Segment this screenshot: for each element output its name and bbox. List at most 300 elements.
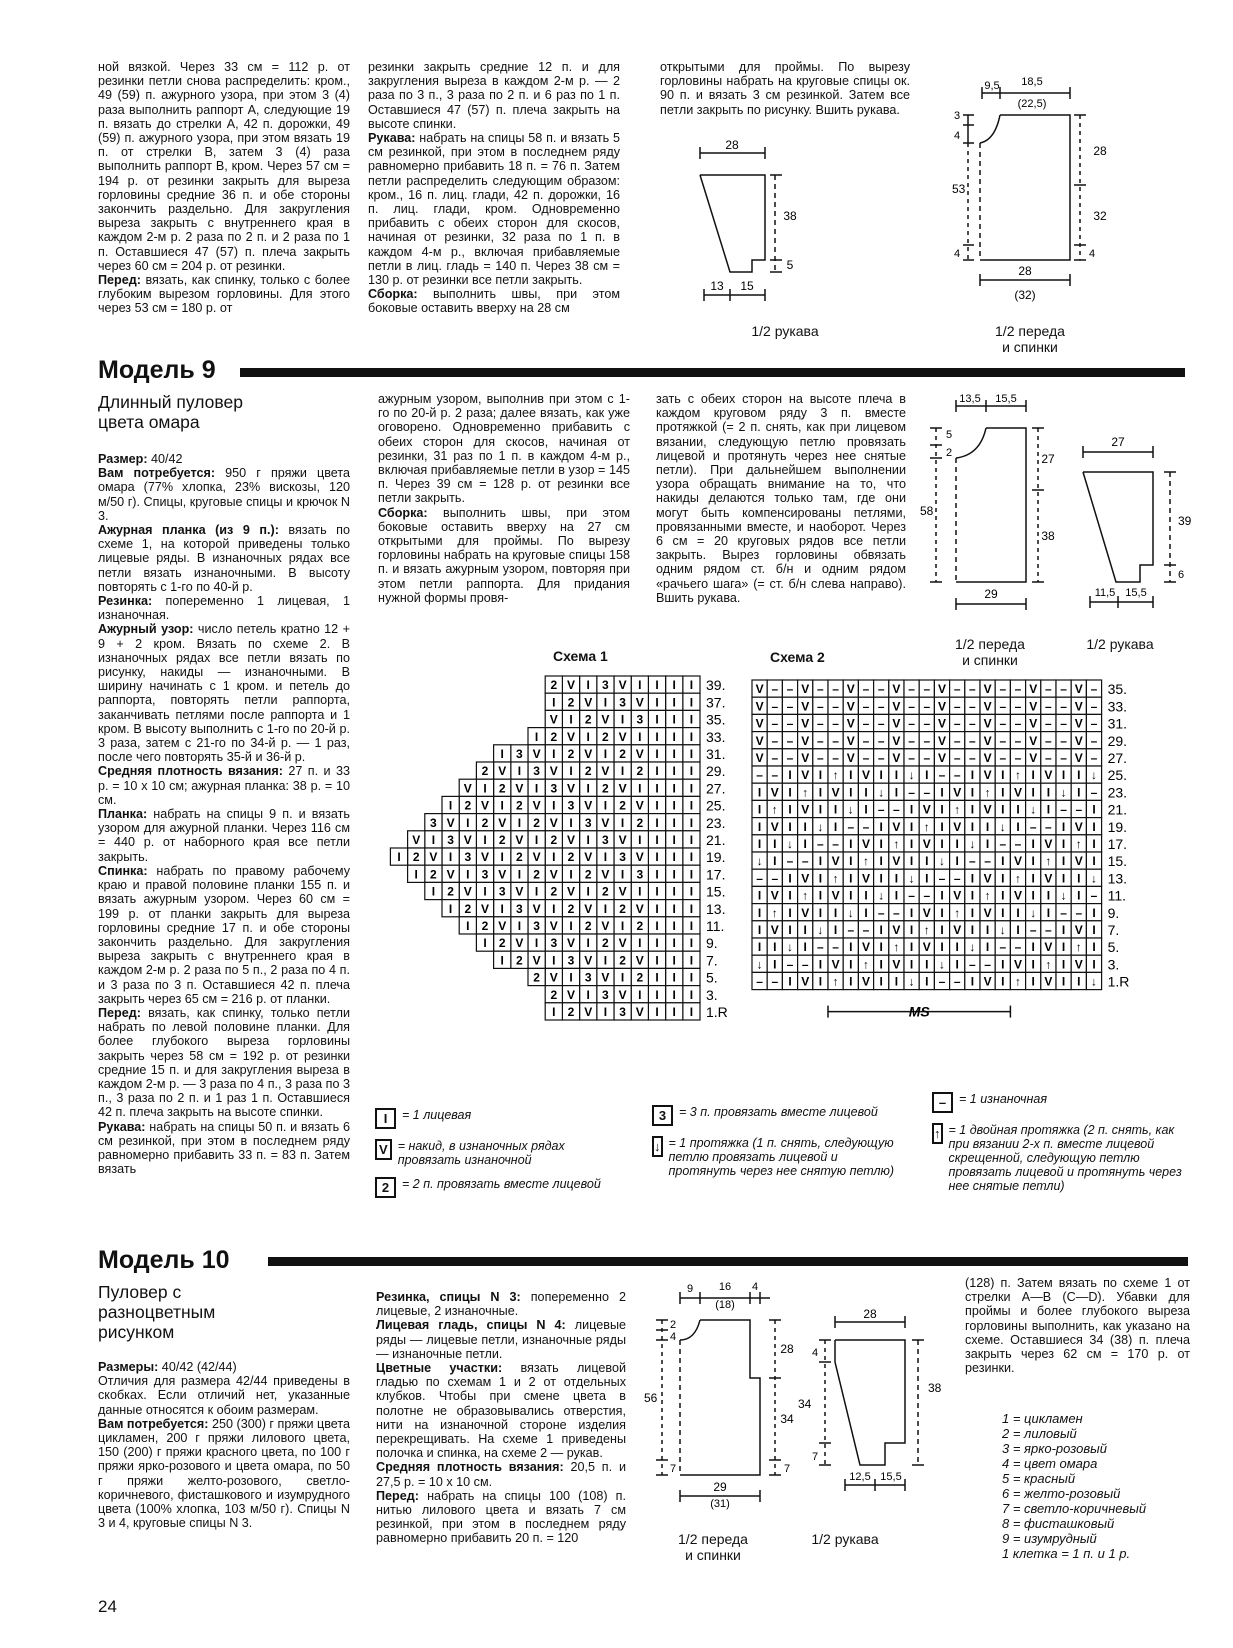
- chart-symbol: I: [879, 923, 883, 937]
- chart-symbol: V: [937, 682, 947, 697]
- chart-symbol: –: [999, 682, 1007, 697]
- chart-symbol: 3: [602, 833, 609, 847]
- chart-symbol: ↓: [999, 923, 1006, 937]
- chart-symbol: V: [861, 940, 871, 955]
- chart-symbol: ↑: [1075, 837, 1082, 851]
- chart-symbol: V: [801, 768, 810, 783]
- row-label: 29.: [706, 763, 726, 780]
- chart-symbol: 2: [584, 919, 592, 933]
- dim: (22,5): [1017, 98, 1047, 110]
- text: Перед: вязать, как спинку, только петли набрать по левой половине планки. Для более глубокого выреза горловины закрыть через 58 см = 192 р. от резинки средние 15 п. и для закругления выреза в каждом 2-м р. — 3 раза по 4 п., 3 раза по 3 п., 3 раза по 2 п. и 1 раз 1 п. Оставшиеся 42 п. плеча закрыть на высоте спинки.: [98, 1005, 350, 1120]
- chart-symbol: V: [584, 850, 593, 865]
- chart-symbol: I: [833, 819, 838, 834]
- chart-symbol: ↓: [847, 905, 854, 920]
- chart-symbol: –: [832, 940, 839, 955]
- chart-symbol: –: [771, 871, 779, 886]
- row-label: 31.: [706, 746, 726, 762]
- chart-symbol: I: [925, 957, 929, 972]
- chart-symbol: 2: [636, 815, 644, 830]
- body-caption: 1/2 переда и спинки: [678, 1531, 748, 1563]
- chart-symbol: V: [498, 815, 507, 830]
- row-label: 3.: [1107, 956, 1120, 973]
- dim: 4: [812, 1347, 819, 1359]
- text: зать с обеих сторон на высоте плеча в каждом круговом ряду 3 п. вместе протяжкой (= 2 п. снять, как при лицевом вязании, следующую петлю провязать лицевой и протянуть через нее снятые петли). При дальнейшем выполнении узора обращать внимание на то, что накиды делаются только там, где они могут быть компенсированы петлями, провязанными вместе, и наоборот. Через 6 см = 20 круговых рядов все петли закрыть. Вырез горловины обвязать одним рядом ст. б/н и одним рядом «рачьего шага» (= ст. б/н слева направо). Вшить рукава.: [656, 392, 906, 605]
- chart-symbol: V: [801, 682, 810, 697]
- chart-symbol: I: [864, 785, 868, 800]
- chart-symbol: –: [877, 699, 885, 714]
- chart-symbol: I: [534, 729, 539, 744]
- chart-symbol: –: [1014, 716, 1022, 731]
- body-caption: 1/2 переда и спинки: [955, 636, 1025, 668]
- legend-item: ↓ = 1 протяжка (1 п. снять, следующую петлю провязать лицевой и протянуть через нее снятую петлю): [654, 1136, 895, 1178]
- chart-symbol: I: [672, 901, 676, 916]
- chart-symbol: V: [1074, 682, 1083, 697]
- chart-symbol: I: [672, 953, 676, 968]
- chart-symbol: V: [770, 819, 779, 834]
- dim: 38: [928, 1381, 942, 1395]
- chart-symbol: –: [786, 733, 794, 748]
- dim: 28: [1018, 264, 1032, 278]
- chart-symbol: V: [584, 953, 593, 968]
- chart-symbol: I: [689, 712, 694, 727]
- row-label: 33.: [706, 728, 726, 745]
- chart-symbol: I: [864, 905, 868, 920]
- row-label: 33.: [1107, 698, 1128, 715]
- chart-symbol: I: [569, 712, 573, 727]
- chart-symbol: V: [480, 798, 490, 813]
- chart-symbol: –: [756, 871, 763, 886]
- color-key-item: 1 клетка = 1 п. и 1 р.: [1002, 1546, 1131, 1561]
- chart-symbol: –: [999, 751, 1007, 765]
- chart-symbol: ↓: [847, 802, 854, 817]
- chart-symbol: –: [908, 699, 915, 714]
- chart-symbol: I: [909, 854, 914, 869]
- chart-symbol: V: [498, 919, 507, 933]
- chart-symbol: V: [601, 815, 610, 830]
- chart-symbol: V: [1074, 699, 1083, 714]
- row-label: 1.R: [706, 1004, 728, 1020]
- chart-symbol: I: [655, 936, 659, 951]
- chart-symbol: I: [655, 867, 659, 882]
- chart-symbol: V: [892, 854, 901, 869]
- dim: 58: [920, 504, 934, 518]
- chart-symbol: I: [985, 923, 990, 937]
- chart-symbol: V: [770, 923, 779, 937]
- chart-symbol: 2: [533, 867, 540, 882]
- chart-symbol: ↓: [908, 974, 915, 989]
- chart-symbol: ↑: [1015, 768, 1021, 783]
- chart-symbol: I: [534, 884, 539, 899]
- chart-symbol: –: [1014, 699, 1022, 714]
- chart-symbol: –: [908, 888, 915, 903]
- chart-symbol: I: [788, 923, 792, 937]
- row-label: 19.: [706, 849, 726, 866]
- chart-symbol: I: [689, 1005, 694, 1019]
- color-key-item: 5 = красный: [1002, 1471, 1076, 1486]
- row-label: 15.: [1107, 853, 1128, 870]
- chart-symbol: V: [446, 815, 455, 830]
- chart-symbol: –: [1060, 751, 1067, 765]
- chart-symbol: V: [846, 716, 855, 731]
- chart-symbol: –: [801, 957, 809, 972]
- chart-symbol: V: [861, 871, 871, 886]
- chart-symbol: I: [1061, 819, 1066, 834]
- chart-symbol: I: [1001, 974, 1005, 989]
- chart-symbol: I: [879, 871, 883, 886]
- chart-symbol: –: [908, 751, 915, 765]
- legend-item: ↑ = 1 двойная протяжка (2 п. снять, как при вязании 2-х п. вместе лицевой скрещенной, следующую петлю провязать лицевой и протянуть через нее снятые петли): [934, 1123, 1182, 1193]
- chart-symbol: I: [1092, 905, 1096, 920]
- row-label: 11.: [1107, 887, 1127, 904]
- chart-symbol: I: [655, 781, 659, 796]
- chart-symbol: V: [801, 871, 810, 886]
- chart-symbol: I: [689, 884, 694, 899]
- chart-symbol: I: [803, 940, 807, 955]
- chart-symbol: I: [849, 785, 853, 800]
- chart-symbol: –: [1060, 802, 1067, 817]
- chart-symbol: V: [1029, 682, 1038, 697]
- chart-symbol: I: [655, 678, 659, 693]
- dim: 56: [644, 1391, 658, 1405]
- row-label: 39.: [706, 677, 726, 694]
- chart-symbol: –: [1014, 733, 1022, 748]
- chart-symbol: –: [923, 733, 931, 748]
- chart-symbol: I: [603, 901, 608, 916]
- chart-symbol: I: [638, 884, 642, 899]
- chart-symbol: V: [635, 850, 644, 865]
- chart-symbol: –: [1090, 888, 1098, 903]
- repeat-label: MS: [908, 1003, 930, 1020]
- chart-symbol: I: [788, 819, 792, 834]
- chart-symbol: I: [620, 919, 625, 933]
- chart-symbol: I: [818, 854, 823, 869]
- row-label: 25.: [1107, 767, 1128, 784]
- text: ной вязкой. Через 33 см = 112 р. от резинки петли снова распределить: кром., 49 (59) п. ажурного узора, при этом 3 (4) раза выполнить раппорт А, следующие 19 п. вязать до стрелки А, 42 п. дорожки, 49 (59) п. ажурного узора, при этом вязать 19 п. от стрелки В, затем 3 (4) раза выполнить раппорт В, кром. Через 57 см = 194 р. от резинки закрыть для выреза горловины средние 36 п. и обе стороны закончить раздельно. Для закругления выреза закрыть с внутреннего края в каждом 2-м р. 2 раза по 2 п. и 2 раза по 1 п. Оставшиеся 47 (57) п. плеча закрыть через 60 см = 204 р. от резинки.: [98, 60, 350, 273]
- chart-symbol: V: [412, 833, 421, 847]
- row-label: 27.: [706, 780, 726, 797]
- text: Перед: вязать, как спинку, только с более глубоким вырезом горловины. Для этого через 53 см = 180 р. от: [98, 273, 350, 316]
- chart-symbol: I: [672, 970, 676, 985]
- symbol-icon: ↓: [652, 1136, 663, 1157]
- chart-symbol: I: [603, 953, 608, 968]
- chart-symbol: I: [849, 854, 853, 869]
- chart-symbol: V: [549, 919, 558, 933]
- chart-symbol: I: [1077, 785, 1081, 800]
- chart-symbol: ↑: [893, 837, 900, 851]
- chart-symbol: I: [894, 888, 899, 903]
- dim: 4: [1088, 248, 1096, 260]
- symbol-icon: 3: [652, 1105, 673, 1126]
- chart-symbol: I: [689, 695, 694, 710]
- chart-symbol: I: [638, 729, 642, 744]
- chart-symbol: V: [755, 751, 764, 765]
- text: ажурным узором, выполнив при этом с 1-го по 20-й р. 2 раза; далее вязать, как уже оговорено. Одновременно прибавить с обеих сторон для скосов, начиная от резинки, 31 раз по 1 п. в каждом 4-м р., включая прибавляемые петли в узор = 145 п. Через 39 см = 128 р. от резинки все петли закрыть.: [378, 392, 630, 506]
- chart-symbol: –: [1045, 699, 1052, 714]
- chart-symbol: I: [940, 785, 944, 800]
- chart-symbol: I: [672, 936, 676, 951]
- chart-symbol: ↓: [878, 785, 885, 800]
- chart-symbol: I: [879, 837, 883, 851]
- chart-symbol: –: [984, 854, 991, 869]
- chart-symbol: 2: [412, 850, 420, 865]
- chart-symbol: V: [983, 871, 992, 886]
- dim: 38: [1041, 529, 1055, 543]
- chart-symbol: I: [672, 678, 676, 693]
- chart-symbol: I: [818, 871, 823, 886]
- chart-symbol: I: [773, 854, 777, 869]
- chart-symbol: I: [849, 940, 853, 955]
- chart-symbol: I: [985, 819, 990, 834]
- chart-symbol: V: [515, 884, 524, 899]
- chart-symbol: I: [788, 768, 792, 783]
- chart-symbol: I: [620, 712, 625, 727]
- page-number: 24: [98, 1597, 117, 1616]
- chart-symbol: I: [925, 854, 929, 869]
- chart-symbol: I: [655, 695, 659, 710]
- chart-symbol: I: [1031, 854, 1035, 869]
- chart-symbol: I: [879, 819, 883, 834]
- chart-symbol: V: [498, 867, 507, 882]
- chart-symbol: –: [969, 682, 976, 697]
- chart-symbol: I: [655, 901, 659, 916]
- chart-symbol: V: [618, 833, 627, 847]
- chart-symbol: V: [618, 936, 627, 951]
- chart-symbol: I: [689, 815, 694, 830]
- symbol-icon: –: [932, 1092, 953, 1113]
- text: (128) п. Затем вязать по схеме 1 от стрелки А—В (С—D). Убавки для проймы и более глубокого выреза горловины выполнить, как указано на схеме. Оставшиеся 34 (38) п. плеча закрыть через 62 см = 170 р. от резинки.: [965, 1276, 1190, 1376]
- chart-symbol: ↑: [1075, 940, 1082, 955]
- text: Рукава: набрать на спицы 58 п. и вязать 5 см резинкой, при этом в последнем ряду равномерно прибавить 18 п. = 76 п. Затем петли распределить следующим образом: кром., 16 п. лиц. глади, 42 п. дорожки, 16 п. лиц. глади, кром. Одновременно прибавить с обеих сторон для скосов, начиная от резинки, 32 раза по 1 п. в каждом 4-м р., включая прибавляемые петли в лиц. гладь = 140 п. Через 38 см = 130 р. от резинки все петли закрыть.: [368, 131, 620, 288]
- chart-symbol: V: [755, 733, 764, 748]
- chart-symbol: I: [909, 923, 914, 937]
- dim: 6: [1178, 569, 1185, 581]
- chart-symbol: 3: [567, 798, 575, 813]
- chart-symbol: I: [689, 747, 694, 761]
- chart-symbol: ↓: [756, 854, 763, 869]
- chart-symbol: –: [832, 733, 839, 748]
- chart-symbol: I: [788, 871, 792, 886]
- text: Рукава: набрать на спицы 50 п. и вязать 6 см резинкой, при этом в последнем ряду равномерно прибавить 33 п. = 83 п. Затем вязать: [98, 1119, 350, 1177]
- chart-symbol: –: [786, 854, 794, 869]
- chart-symbol: –: [953, 716, 961, 731]
- chart-symbol: –: [847, 819, 855, 834]
- chart-symbol: –: [832, 837, 839, 851]
- chart-symbol: I: [483, 781, 487, 796]
- chart-symbol: ↓: [817, 819, 824, 834]
- schema2-grid: [752, 680, 1172, 1030]
- chart-symbol: I: [586, 781, 590, 796]
- chart-symbol: I: [448, 850, 453, 865]
- chart-symbol: I: [534, 936, 539, 951]
- chart-symbol: I: [909, 957, 914, 972]
- chart-symbol: ↑: [1045, 854, 1052, 869]
- chart-symbol: I: [788, 785, 792, 800]
- dim: 5: [946, 429, 953, 441]
- chart-symbol: V: [584, 901, 593, 916]
- chart-symbol: V: [1029, 733, 1038, 748]
- chart-symbol: I: [672, 747, 676, 761]
- dim: 27: [1111, 435, 1125, 449]
- chart-symbol: –: [1014, 940, 1022, 955]
- chart-symbol: ↓: [817, 923, 824, 937]
- chart-symbol: V: [801, 733, 810, 748]
- model10-body-diagram: [644, 1278, 800, 1510]
- model10-col2: [376, 1290, 626, 1546]
- dim: 34: [798, 1397, 812, 1411]
- chart-symbol: V: [770, 785, 779, 800]
- chart-symbol: I: [879, 974, 883, 989]
- text: Лицевая гладь, спицы N 4: лицевые ряды — лицевые петли, изнаночные ряды — изнаночные петли.: [376, 1318, 626, 1361]
- chart-symbol: I: [1031, 957, 1035, 972]
- chart-symbol: I: [818, 802, 823, 817]
- text: Вам потребуется: 250 (300) г пряжи цвета цикламен, 200 г пряжи лилового цвета, 150 (200) г пряжи красного цвета, по 100 г пряжи ярко-розового и цвета омара, по 50 г пряжи желто-розового, светло-коричневого, фисташкового и изумрудного цвета (100% хлопка, 103 м/50 г). Спицы N 3 и 4, круговые спицы N 3.: [98, 1416, 350, 1531]
- chart-symbol: –: [771, 974, 779, 989]
- chart-symbol: –: [969, 733, 976, 748]
- row-label: 15.: [706, 883, 726, 900]
- chart-symbol: 2: [516, 953, 523, 968]
- chart-symbol: I: [803, 837, 807, 851]
- chart-symbol: ↑: [1015, 871, 1021, 886]
- chart-symbol: 2: [567, 747, 575, 761]
- chart-symbol: I: [655, 953, 659, 968]
- chart-symbol: I: [1061, 837, 1066, 851]
- chart-symbol: –: [1090, 733, 1098, 748]
- dim: 38: [783, 209, 797, 223]
- chart-symbol: V: [801, 751, 810, 765]
- chart-symbol: –: [999, 699, 1007, 714]
- chart-symbol: V: [532, 901, 541, 916]
- row-label: 29.: [1107, 732, 1128, 749]
- chart-symbol: 3: [430, 815, 437, 830]
- chart-symbol: –: [1045, 716, 1052, 731]
- chart-symbol: V: [635, 798, 644, 813]
- chart-symbol: V: [937, 716, 947, 731]
- chart-symbol: V: [584, 695, 593, 710]
- chart-symbol: I: [1046, 888, 1051, 903]
- chart-symbol: I: [1061, 940, 1066, 955]
- chart-symbol: V: [892, 733, 901, 748]
- chart-symbol: I: [833, 905, 838, 920]
- model9-sleeve-diagram: [1078, 430, 1192, 610]
- chart-symbol: V: [1044, 837, 1053, 851]
- chart-symbol: I: [1001, 802, 1005, 817]
- chart-symbol: I: [909, 837, 914, 851]
- chart-symbol: ↑: [802, 785, 809, 800]
- chart-symbol: I: [638, 987, 642, 1002]
- legend-item: V = накид, в изнаночных рядах провязать изнаночной: [375, 1139, 625, 1167]
- dim: 2: [670, 1319, 677, 1331]
- chart-symbol: I: [818, 905, 823, 920]
- chart-symbol: 3: [567, 953, 575, 968]
- chart-symbol: V: [831, 854, 840, 869]
- chart-symbol: 2: [602, 884, 609, 899]
- chart-symbol: –: [817, 682, 824, 697]
- chart-symbol: –: [1060, 905, 1067, 920]
- chart-symbol: ↓: [1091, 871, 1097, 886]
- chart-symbol: I: [1031, 974, 1035, 989]
- model10-col3: [965, 1276, 1190, 1375]
- chart-symbol: –: [1014, 837, 1022, 851]
- chart-symbol: I: [1092, 802, 1096, 817]
- chart-symbol: I: [1061, 854, 1066, 869]
- color-key: [1002, 1411, 1202, 1561]
- dim: 7: [783, 1463, 791, 1475]
- chart-symbol: –: [771, 699, 779, 714]
- chart-symbol: 3: [602, 987, 609, 1002]
- chart-symbol: I: [517, 867, 522, 882]
- model10-rule: [268, 1257, 1188, 1266]
- chart-symbol: 2: [516, 850, 523, 865]
- row-label: 5.: [1107, 939, 1120, 956]
- model9-body-diagram: [918, 390, 1068, 620]
- chart-symbol: 2: [584, 764, 592, 779]
- chart-symbol: I: [1092, 837, 1096, 851]
- chart-symbol: 2: [550, 833, 558, 847]
- chart-symbol: ↑: [923, 923, 930, 937]
- chart-symbol: I: [940, 802, 944, 817]
- chart-symbol: I: [620, 970, 625, 985]
- text: Перед: набрать на спицы 100 (108) п. нитью лилового цвета и вязать 7 см резинкой, при этом в последнем ряду равномерно прибавить 20 п. = 120: [376, 1488, 626, 1546]
- chart-symbol: V: [922, 802, 931, 817]
- chart-symbol: –: [969, 854, 976, 869]
- chart-symbol: –: [969, 716, 976, 731]
- chart-symbol: I: [1031, 940, 1035, 955]
- chart-symbol: –: [771, 751, 779, 765]
- chart-symbol: I: [970, 888, 975, 903]
- chart-symbol: I: [552, 901, 556, 916]
- chart-symbol: –: [786, 957, 794, 972]
- chart-symbol: V: [1013, 888, 1023, 903]
- chart-symbol: V: [618, 987, 627, 1002]
- chart-symbol: I: [672, 729, 676, 744]
- chart-symbol: I: [655, 833, 659, 847]
- chart-symbol: V: [549, 970, 558, 985]
- chart-symbol: I: [431, 833, 436, 847]
- chart-symbol: I: [940, 940, 944, 955]
- chart-symbol: V: [566, 729, 576, 744]
- chart-symbol: I: [1001, 888, 1005, 903]
- chart-symbol: –: [999, 733, 1007, 748]
- chart-symbol: V: [566, 678, 576, 693]
- chart-symbol: –: [908, 716, 915, 731]
- chart-symbol: I: [569, 970, 573, 985]
- chart-symbol: –: [969, 699, 976, 714]
- color-key-item: 7 = светло-коричневый: [1002, 1501, 1147, 1516]
- chart-symbol: –: [862, 682, 870, 697]
- chart-symbol: I: [1077, 871, 1081, 886]
- chart-symbol: I: [586, 678, 590, 693]
- text: Цветные участки: вязать лицевой гладью по схемам 1 и 2 от отдельных клубков. Чтобы при смене цвета в полотне не образовывались отверстия, нити на изнаночной стороне изделия перекрещивать. На схеме 1 приведены полочка и спинка, на схеме 2 — рукав.: [376, 1361, 626, 1461]
- chart-symbol: I: [689, 919, 694, 933]
- chart-symbol: I: [1031, 888, 1035, 903]
- dim: 13: [710, 279, 724, 293]
- chart-symbol: I: [879, 957, 883, 972]
- text: Планка: набрать на спицы 9 п. и вязать узором для ажурной планки. Через 116 см = 440 р. от наборного края все петли закрыть.: [98, 807, 350, 864]
- chart-symbol: V: [1013, 957, 1023, 972]
- symbol-icon: ↑: [932, 1123, 943, 1144]
- color-key-item: 1 = цикламен: [1002, 1411, 1083, 1426]
- chart-symbol: 2: [516, 798, 523, 813]
- chart-symbol: I: [672, 919, 676, 933]
- chart-symbol: –: [953, 751, 961, 765]
- legend-col2: [652, 1105, 902, 1188]
- chart-symbol: 3: [533, 919, 540, 933]
- legend-col3: [932, 1092, 1182, 1203]
- text: Размер: 40/42: [98, 452, 183, 466]
- chart-symbol: V: [983, 974, 992, 989]
- chart-symbol: V: [635, 747, 644, 761]
- chart-symbol: I: [620, 815, 625, 830]
